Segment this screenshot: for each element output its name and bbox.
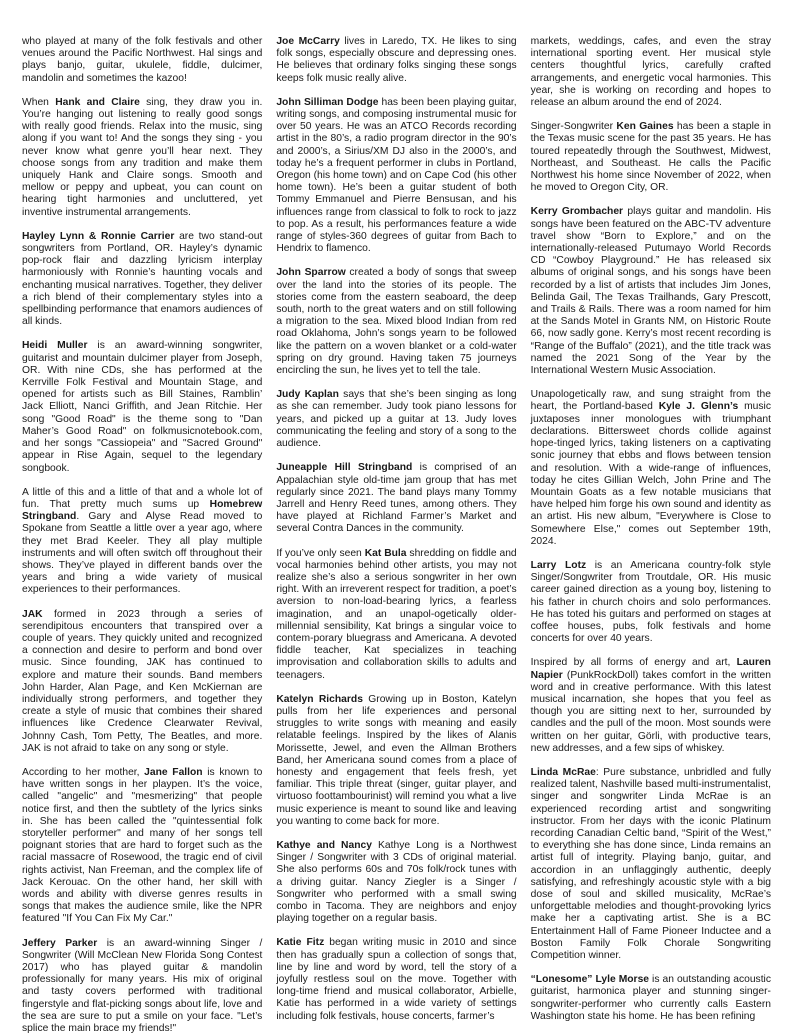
artist-name: Hank and Claire xyxy=(55,96,140,108)
artist-name: Linda McRae xyxy=(530,766,596,778)
artist-name: Juneapple Hill Stringband xyxy=(276,462,413,474)
bio-text: formed in 2023 through a series of serendipitous encounters that transpired over a couple of years. They quickly united and recognized a connection and desire to perform and bond over music. Since founding, JAK has continued to explore and mature their sounds. Band members John Harder, Alan Page, and Ken McKiernan are individually strong performers, and together they create a style of music that combines their shared influences like Credence Clearwater Revival, Johnny Cash, Tom Petty, The Beatles, and more. JAK is not afraid to take on any song or style. xyxy=(22,608,263,754)
bio-text: who played at many of the folk festivals and other venues around the Pacific Northwest. Hal sings and plays banjo, guitar, ukulele, fiddle, dulcimer, mandolin and sometimes the kazoo! xyxy=(22,36,263,84)
artist-bio-paragraph xyxy=(531,36,771,109)
artist-bio-paragraph xyxy=(22,487,262,597)
artist-bio-paragraph xyxy=(276,840,516,925)
bio-text: Unapologetically raw, and sung straight from the heart, the Portland-based xyxy=(530,389,771,413)
bio-text: According to her mother, xyxy=(22,766,145,778)
artist-name: Ken Gaines xyxy=(616,121,674,133)
artist-bio-paragraph xyxy=(22,938,262,1035)
artist-bio-paragraph xyxy=(531,560,771,645)
artist-name: Jane Fallon xyxy=(144,766,203,778)
bio-text: are two stand-out songwriters from Portland, OR. Hayley’s dynamic pop-rock flair and dazzling lyricism interplay harmoniously with Ronnie’s haunting vocals and enchanting musical narratives. Together, they deliver a rich blend of their complementary styles into a spellbinding performance that enamors audiences of all kinds. xyxy=(22,230,263,328)
artist-bio-paragraph xyxy=(276,937,516,1022)
bio-text: (PunkRockDoll) takes comfort in the written word and in creative performance. With this latest musical incarnation, she hopes that you feel as though you are sitting next to her, surrounded by candles and the pull of the moon. Most sounds were written on her guitar, Görli, with productive tears, new addresses, and a few sips of whiskey. xyxy=(530,669,771,754)
artist-name: Kyle J. Glenn’s xyxy=(658,401,739,413)
bio-text: is an award-winning songwriter, guitarist and mountain dulcimer player from Joseph, OR. With nine CDs, she has performed at the Kerrville Folk Festival and Mountain Stage, and opened for artists such as Bill Staines, Ramblin’ Jack Elliott, Nanci Griffith, and Jean Ritchie. Her song "Good Road" is the theme song to "Dan Maher’s Good Road" on folkmusicnotebook.com, and her songs "Cassiopeia" and "Sacred Ground" appear in Rise Again, sequel to the legendary songbook. xyxy=(22,340,263,474)
artist-name: Kat Bula xyxy=(364,547,407,559)
text-column-left xyxy=(22,36,263,1035)
artist-bio-paragraph xyxy=(531,767,771,962)
bio-text: shredding on fiddle and vocal harmonies behind other artists, you may not realize she’s also a serious songwriter in her own right. With an irreverent respect for tradition, a poet’s aversion to non-load-bearing lyrics, a fearless imagination, and an unapol-ogetically older-millennial sensibility, Kat brings a singular voice to contem-porary bluegrass and Americana. A devoted fiddle teacher, Kat specializes in teaching improvisation and collaboration skills to adults and teenagers. xyxy=(276,547,517,681)
bio-text: Inspired by all forms of energy and art, xyxy=(530,657,737,669)
text-column-middle xyxy=(276,36,516,1020)
bio-text: When xyxy=(22,96,56,108)
bio-text: created a body of songs that sweep over the land into the stories of its people. The stories come from the eastern seaboard, the deep south, north to the great waters and on still following a migration to the sea. Mixed blood Indian from red road Oklahoma, John’s songs yearn to be followed like the pattern on a woven blanket or a cold-water spring on dry ground. Having taken 75 journeys encircling the sun, he lives yet to tell the tale. xyxy=(276,267,517,377)
bio-text: sing, they draw you in. You’re hanging out listening to really good songs with really good friends. Relax into the music, sing along if you want to! And the songs they sing - you never know what genre you’ll hear next. They choose songs from any tradition and make them uniquely Hank and Claire songs. Smooth and mellow or peppy and upbeat, you can count on hearing tight harmonies and uncluttered, yet inventive instrumental arrangements. xyxy=(22,96,263,218)
artist-name: Homebrew Stringband xyxy=(22,498,263,523)
artist-name: Jeffery Parker xyxy=(22,937,98,949)
artist-bio-paragraph xyxy=(22,609,262,755)
artist-name: John Sparrow xyxy=(276,267,346,279)
bio-text: markets, weddings, cafes, and even the stray international sporting event. Her musical style centers thoughtful lyrics, carefully crafted arrangements, and energetic vocal harmonies. This year, she is working on recording and hopes to release an album around the end of 2024. xyxy=(530,36,771,109)
bio-text: Kathye Long is a Northwest Singer / Songwriter with 3 CDs of original material. She also performs 60s and 70s folk/rock tunes with a driving guitar. Nancy Ziegler is a Singer / Songwriter who performed with a small swing combo in Tacoma. They are neighbors and enjoy playing together on a regular basis. xyxy=(276,839,517,925)
bio-text: is an Americana country-folk style Singer/Songwriter from Troutdale, OR. His music career gained direction as a young boy, listening to his father in church choirs and solo performances. He has toted his guitars and performed on stages at coffee houses, pubs, folk festivals and home concerts for over 40 years. xyxy=(530,559,771,645)
artist-name: Joe McCarry xyxy=(276,36,340,47)
bio-text: is comprised of an Appalachian style old-time jam group that has met regularly since 2021. The band plays many Tommy Jarrell and Henry Reed tunes, among others. They have played at Richland Farmer’s Market and several Contra Dances in the community. xyxy=(276,462,517,535)
artist-bio-paragraph xyxy=(531,206,771,377)
artist-bio-paragraph xyxy=(22,340,262,474)
artist-name: Hayley Lynn & Ronnie Carrier xyxy=(22,230,175,242)
artist-bio-paragraph xyxy=(531,389,771,548)
artist-bio-paragraph xyxy=(22,36,262,85)
bio-text: plays guitar and mandolin. His songs have been featured on the ABC-TV adventure travel show “Born to Explore,” and on the internationally-released Putumayo World Records CD “Cowboy Playground.” He has released six albums of original songs, and his songs have been recorded by a list of artists that includes Jim Jones, Belinda Gail, The Texas Trailhands, Gary Prescott, and Trails & Rails. There was a room named for him at the Sands Motel in Grants NM, on Historic Route 66, now sadly gone. Kerry’s most recent recording is “Range of the Buffalo” (2021), and the title track was named the 2021 Song of the Year by the International Western Music Association. xyxy=(530,206,771,377)
artist-bio-paragraph xyxy=(276,694,516,828)
bio-text: is known to have written songs in her playpen. It’s the voice, called "angelic" and "mesmerizing" that people notice first, and then the subtlety of the lyrics sinks in. She has been called the "quintessential folk storyteller performer" and many of her songs tell poignant stories that are hard to forget such as the racial massacre of Rosewood, the tragic end of civil rights activist, Nan Freeman, and the complex life of Jack Kerouac. On the other hand, her skill with words and ability with diverse genres results in songs that makes the audience smile, like the NPR featured "If You Can Fix My Car." xyxy=(22,766,263,925)
bio-text: has been a staple in the Texas music scene for the past 35 years. He has toured repeatedly through the Southwest, Midwest, Northeast, and Southeast. He calls the Pacific Northwest his home since November of 2022, when he moved to Oregon City, OR. xyxy=(530,121,771,194)
artist-bio-paragraph xyxy=(22,97,262,219)
artist-name: Katie Fitz xyxy=(276,937,325,949)
artist-bio-paragraph xyxy=(276,548,516,682)
bio-text: : Pure substance, unbridled and fully realized talent, Nashville based multi-instrumentalist, singer and songwriter Linda McRae is an experienced recording artist and songwriting instructor. From her days with the iconic Platinum recording Canadian Celtic band, “Spirit of the West,” to everything she has done since, Linda remains an artist full of integrity. Playing banjo, guitar, and accordion in an unflaggingly authentic, deeply satisfying, and refreshingly acoustic style with a big dose of soul and skilled musicality, McRae’s unforgettable melodies and thought-provoking lyrics make her a captivating artist. She is a BC Entertainment Hall of Fame Pioneer Inductee and a Boston Family Folk Chorale Songwriting Competition winner. xyxy=(530,766,771,962)
artist-name: “Lonesome” Lyle Morse xyxy=(530,974,650,986)
bio-text: Growing up in Boston, Katelyn pulls from her life experiences and personal struggles to write songs with meaning and easily relatable feelings. Inspired by the likes of Alanis Morissette, Jewel, and even the Allman Brothers Band, her Americana sound comes from a place of honesty and engagement that feels fresh, yet familiar. This triple threat (singer, guitar player, and virtuoso foottambourinist) will remind you what a live music experience is meant to sound like and leaving you wanting to come back for more. xyxy=(276,693,517,827)
artist-name: Kerry Grombacher xyxy=(530,206,624,218)
artist-name: Kathye and Nancy xyxy=(276,839,372,851)
artist-name: JAK xyxy=(22,608,43,620)
artist-name: Katelyn Richards xyxy=(276,693,363,705)
artist-bio-paragraph xyxy=(276,97,516,256)
bio-text: A little of this and a little of that and a whole lot of fun. That pretty much sums up xyxy=(22,486,263,510)
artist-name: Judy Kaplan xyxy=(276,389,339,401)
bio-text: is an outstanding acoustic guitarist, harmonica player and stunning singer-songwriter-performer who currently calls Eastern Washington state his home. He has been refining xyxy=(530,974,771,1022)
artist-bio-paragraph xyxy=(276,267,516,377)
artist-bio-paragraph xyxy=(531,121,771,194)
text-column-right xyxy=(531,36,771,1020)
artist-bio-paragraph xyxy=(531,974,771,1023)
artist-bio-paragraph xyxy=(276,462,516,535)
artist-bio-paragraph xyxy=(276,36,516,85)
artist-bio-paragraph xyxy=(276,389,516,450)
artist-name: Larry Lotz xyxy=(530,559,587,571)
bio-text: is an award-winning Singer / Songwriter (Will McClean New Florida Song Contest 2017) who has played guitar & mandolin professionally for many years. His mix of original and tasty covers performed with traditional fingerstyle and flat-picking songs about life, love and the sea are sure to put a smile on your face. "Let’s splice the main brace my friends!" xyxy=(22,937,263,1035)
artist-name: Lauren Napier xyxy=(530,657,771,681)
bio-text: lives in Laredo, TX. He likes to sing folk songs, especially obscure and depressing ones. He believes that ordinary folks singing these songs keeps folk music really alive. xyxy=(276,36,517,84)
artist-bio-paragraph xyxy=(531,657,771,755)
bio-text: says that she’s been singing as long as she can remember. Judy took piano lessons for years, and picked up a guitar at 13. Judy loves communicating the feeling and story of a song to the audience. xyxy=(276,389,517,450)
bio-text: has been been playing guitar, writing songs, and composing instrumental music for over 50 years. He was an ATCO Records recording artist in the 80’s, a radio program director in the 90’s and 2000’s, a Sirius/XM DJ also in the 2000’s, and today he’s a frequent performer in clubs in Portland, Oregon (his home town) and on Cape Cod (his other home town). He’s been a guitar student of both Tommy Emmanuel and Pierre Bensusan, and his influences range from classical to folk to rock to jazz to pop. As a result, his performances feature a wide range of styles-360 degrees of guitar from Bach to Hendrix to flamenco. xyxy=(276,96,517,255)
artist-name: Heidi Muller xyxy=(22,340,88,352)
artist-name: John Silliman Dodge xyxy=(276,96,379,108)
bio-text: began writing music in 2010 and since then has gradually spun a collection of songs that, line by line and word by word, tell the story of a joyfully restless soul on the move. Together with long-time friend and musical collaborator, Arbielle, Katie has performed in a wide variety of settings including folk festivals, house concerts, farmer’s xyxy=(276,937,517,1022)
bio-text: If you’ve only seen xyxy=(276,547,365,559)
bio-text: . Gary and Alyse Read moved to Spokane from Seattle a little over a year ago, where they met Brad Keeler. They all play multiple instruments and will often switch off throughout their shows. They’ve played in different bands over the years and bring a wide variety of musical experiences to their performances. xyxy=(22,511,263,596)
artist-bio-paragraph xyxy=(22,767,262,926)
bio-text: music juxtaposes inner monologues with triumphant declarations. Bittersweet chords collide against hope-tinged lyrics, taking listeners on a captivating sonic journey that ebbs and flows between tension and resolution. With a wide-range of influences, today he cites Gillian Welch, John Prine and The Mountain Goats as a few notable musicians that have helped him forge his own sound and identity as an artist. His new album, "Everywhere is Close to Somewhere Else," comes out September 19th, 2024. xyxy=(530,401,771,547)
artist-bio-paragraph xyxy=(22,231,262,329)
bio-text: Singer-Songwriter xyxy=(530,121,617,133)
